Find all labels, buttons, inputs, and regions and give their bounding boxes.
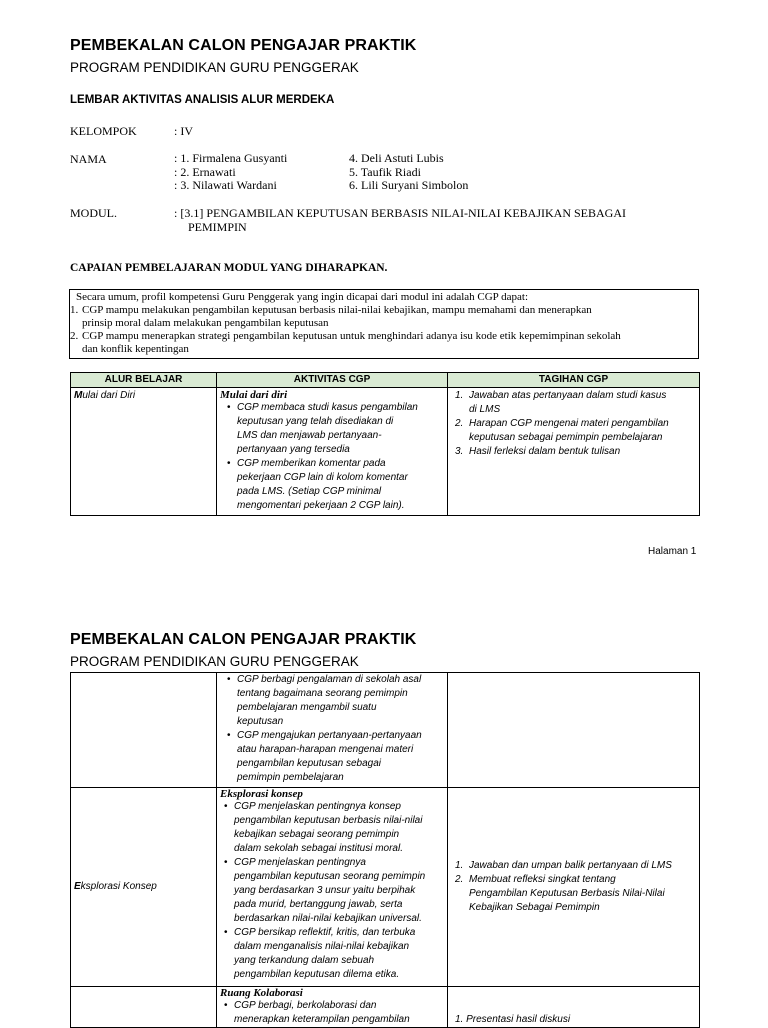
page-number: Halaman 1 <box>648 546 697 557</box>
aktivitas-cell <box>217 987 448 1028</box>
header-tagihan-cgp: TAGIHAN CGP <box>448 373 700 388</box>
list-item: 1. Jawaban dan umpan balik pertanyaan di LMS <box>455 860 672 871</box>
capaian-box <box>69 289 699 359</box>
alur-cell <box>71 987 217 1028</box>
capaian-title: CAPAIAN PEMBELAJARAN MODUL YANG DIHARAPKAN. <box>70 262 388 274</box>
alur-text: ksplorasi Konsep <box>80 881 157 892</box>
name-item: 6. Lili Suryani Simbolon <box>349 178 469 192</box>
list-item: 1. Jawaban atas pertanyaan dalam studi kasus di LMS <box>455 390 667 415</box>
alur-initial: E <box>74 881 81 892</box>
aktivitas-list <box>220 673 444 785</box>
alur-text: ulai dari Diri <box>82 390 136 401</box>
names-left-list <box>174 152 287 193</box>
capaian-item-text: CGP mampu menerapkan strategi pengambilan keputusan untuk menghindari adanya isu kode etik kepemimpinan sekolah <box>82 330 621 342</box>
activity-table-continued <box>70 672 700 1028</box>
list-item: • CGP menjelaskan pentingnya konsep pengambilan keputusan berbasis nilai-nilai kebajikan sebagai seorang pemimpin dalam sekolah sebagai institusi moral. <box>234 800 444 856</box>
alur-initial: M <box>74 390 83 401</box>
list-item: • CGP memberikan komentar pada pekerjaan CGP lain di kolom komentar pada LMS. (Setiap CGP minimal mengomentari pekerjaan 2 CGP lain). <box>237 457 444 513</box>
modul-value-line2: PEMIMPIN <box>188 220 247 234</box>
alur-cell <box>71 788 217 987</box>
list-item: 3. Hasil ferleksi dalam bentuk tulisan <box>455 446 621 457</box>
name-item: 5. Taufik Riadi <box>349 164 421 179</box>
page-title: PEMBEKALAN CALON PENGAJAR PRAKTIK <box>70 37 417 54</box>
header-aktivitas-cgp: AKTIVITAS CGP <box>217 373 448 388</box>
list-item: • CGP bersikap reflektif, kritis, dan terbuka dalam menganalisis nilai-nilai kebajikan yang terkandung dalam sebuah pengambilan keputusan dilema etika. <box>234 926 444 982</box>
page-subtitle: PROGRAM PENDIDIKAN GURU PENGGERAK <box>70 654 359 669</box>
modul-value-line1: : [3.1] PENGAMBILAN KEPUTUSAN BERBASIS NILAI-NILAI KEBAJIKAN SEBAGAI <box>174 206 626 220</box>
nama-label: NAMA <box>70 152 107 166</box>
aktivitas-cell <box>217 788 448 987</box>
name-item: : 2. Ernawati <box>174 164 236 179</box>
table-header-row <box>71 373 700 388</box>
table-row <box>71 788 700 987</box>
aktivitas-title: Ruang Kolaborasi <box>220 987 303 999</box>
tagihan-cell <box>448 388 700 516</box>
tagihan-list <box>451 389 696 459</box>
name-item: 4. Deli Astuti Lubis <box>349 151 444 165</box>
tagihan-cell <box>448 788 700 987</box>
list-item: • CGP menjelaskan pentingnya pengambilan keputusan seorang pemimpin yang berdasarkan 3 unsur yaitu berpihak pada murid, bertanggung jawab, serta berdasarkan nilai-nilai kebajikan universal. <box>234 856 444 926</box>
capaian-item-text: prinsip moral dalam melakukan pengambilan keputusan <box>82 317 329 329</box>
capaian-item-number: 2. <box>70 330 79 342</box>
aktivitas-list <box>220 800 444 982</box>
capaian-item-number: 1. <box>70 304 79 316</box>
table-row <box>71 673 700 788</box>
tagihan-cell <box>448 987 700 1028</box>
capaian-list <box>70 304 698 356</box>
aktivitas-title: Mulai dari diri <box>220 389 288 401</box>
aktivitas-list <box>220 999 444 1027</box>
alur-cell <box>71 673 217 788</box>
list-item: • CGP membaca studi kasus pengambilan keputusan yang telah disediakan di LMS dan menjawab pertanyaan- pertanyaan yang tersedia <box>237 401 444 457</box>
page-subtitle: PROGRAM PENDIDIKAN GURU PENGGERAK <box>70 60 359 75</box>
table-row <box>71 388 700 516</box>
list-item: 2. Harapan CGP mengenai materi pengambilan keputusan sebagai pemimpin pembelajaran <box>455 418 669 443</box>
names-right-list <box>349 152 468 193</box>
capaian-item-text: CGP mampu melakukan pengambilan keputusan berbasis nilai-nilai kebajikan, mampu memahami dan menerapkan <box>82 304 592 316</box>
header-alur-belajar: ALUR BELAJAR <box>71 373 217 388</box>
modul-label: MODUL. <box>70 206 117 220</box>
aktivitas-list <box>220 401 444 513</box>
name-item: : 1. Firmalena Gusyanti <box>174 151 288 165</box>
capaian-intro: Secara umum, profil kompetensi Guru Penggerak yang ingin dicapai dari modul ini adalah CGP dapat: <box>76 291 529 303</box>
alur-cell <box>71 388 217 516</box>
kelompok-value: : IV <box>174 124 193 138</box>
capaian-item <box>70 330 698 356</box>
list-item: 2. Membuat refleksi singkat tentang Pengambilan Keputusan Berbasis Nilai-Nilai Kebajikan Sebagai Pemimpin <box>455 874 665 913</box>
tagihan-partial: 1. Presentasi hasil diskusi <box>455 1014 571 1025</box>
modul-value <box>174 206 626 234</box>
tagihan-cell <box>448 673 700 788</box>
capaian-item-text: dan konflik kepentingan <box>82 343 189 355</box>
activity-table <box>70 372 700 516</box>
list-item: • CGP berbagi pengalaman di sekolah asal tentang bagaimana seorang pemimpin pembelajaran mengambil suatu keputusan <box>237 673 444 729</box>
list-item: • CGP mengajukan pertanyaan-pertanyaan atau harapan-harapan mengenai materi pengambilan keputusan sebagai pemimpin pembelajaran <box>237 729 444 785</box>
capaian-item <box>70 304 698 330</box>
kelompok-label: KELOMPOK <box>70 124 137 138</box>
name-item: : 3. Nilawati Wardani <box>174 178 277 192</box>
sheet-title: LEMBAR AKTIVITAS ANALISIS ALUR MERDEKA <box>70 94 335 106</box>
page-title: PEMBEKALAN CALON PENGAJAR PRAKTIK <box>70 631 417 648</box>
table-row <box>71 987 700 1028</box>
list-item: • CGP berbagi, berkolaborasi dan menerapkan keterampilan pengambilan <box>234 999 444 1027</box>
aktivitas-title: Eksplorasi konsep <box>220 788 303 800</box>
aktivitas-cell <box>217 673 448 788</box>
aktivitas-cell <box>217 388 448 516</box>
tagihan-list <box>451 859 696 915</box>
